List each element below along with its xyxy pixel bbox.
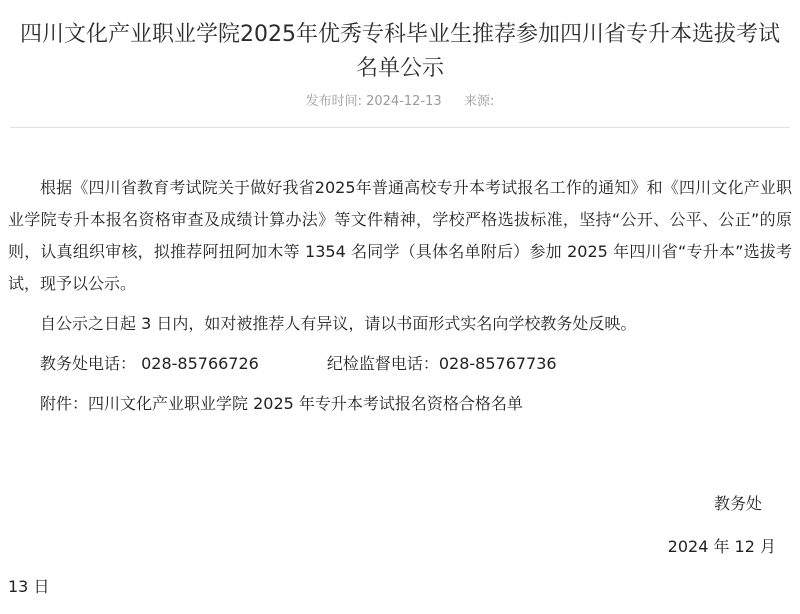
article-title xyxy=(0,18,800,86)
article-body xyxy=(8,172,792,420)
contact-phones xyxy=(8,348,792,380)
header-divider xyxy=(10,127,790,128)
supervision-phone: 纪检监督电话：028-85767736 xyxy=(326,354,557,373)
paragraph-objection: 自公示之日起 3 日内，如对被推荐人有异议，请以书面形式实名向学校教务处反映。 xyxy=(40,314,637,333)
article-title-line-2: 名单公示 xyxy=(355,56,444,81)
office-phone: 教务处电话： 028-85766726 xyxy=(40,354,259,373)
attachment-link[interactable]: 附件：四川文化产业职业学院 2025 年专升本考试报名资格合格名单 xyxy=(40,394,523,413)
publish-date: 2024-12-13 xyxy=(366,94,442,109)
article-meta xyxy=(0,92,800,112)
article-title-line-1: 四川文化产业职业学院2025年优秀专科毕业生推荐参加四川省专升本选拔考试 xyxy=(20,22,780,47)
publish-label: 发布时间: xyxy=(305,94,362,109)
paragraph-main: 根据《四川省教育考试院关于做好我省2025年普通高校专升本考试报名工作的通知》和《四川文化产业职业学院专升本报名资格审查及成绩计算办法》等文件精神，学校严格选拔标准，坚持“公开、公平、公正”的原则，认真组织审核，拟推荐阿扭阿加木等 1354 名同学（具体名单附后）参加 2025 年四川省“专升本”选拔考试，现予以公示。 xyxy=(8,178,792,293)
source-label: 来源: xyxy=(463,94,495,109)
signature-date-part1: 2024 年 12 月 xyxy=(667,537,776,556)
signature-date-part2: 13 日 xyxy=(8,577,50,596)
signature-department: 教务处 xyxy=(713,494,762,513)
